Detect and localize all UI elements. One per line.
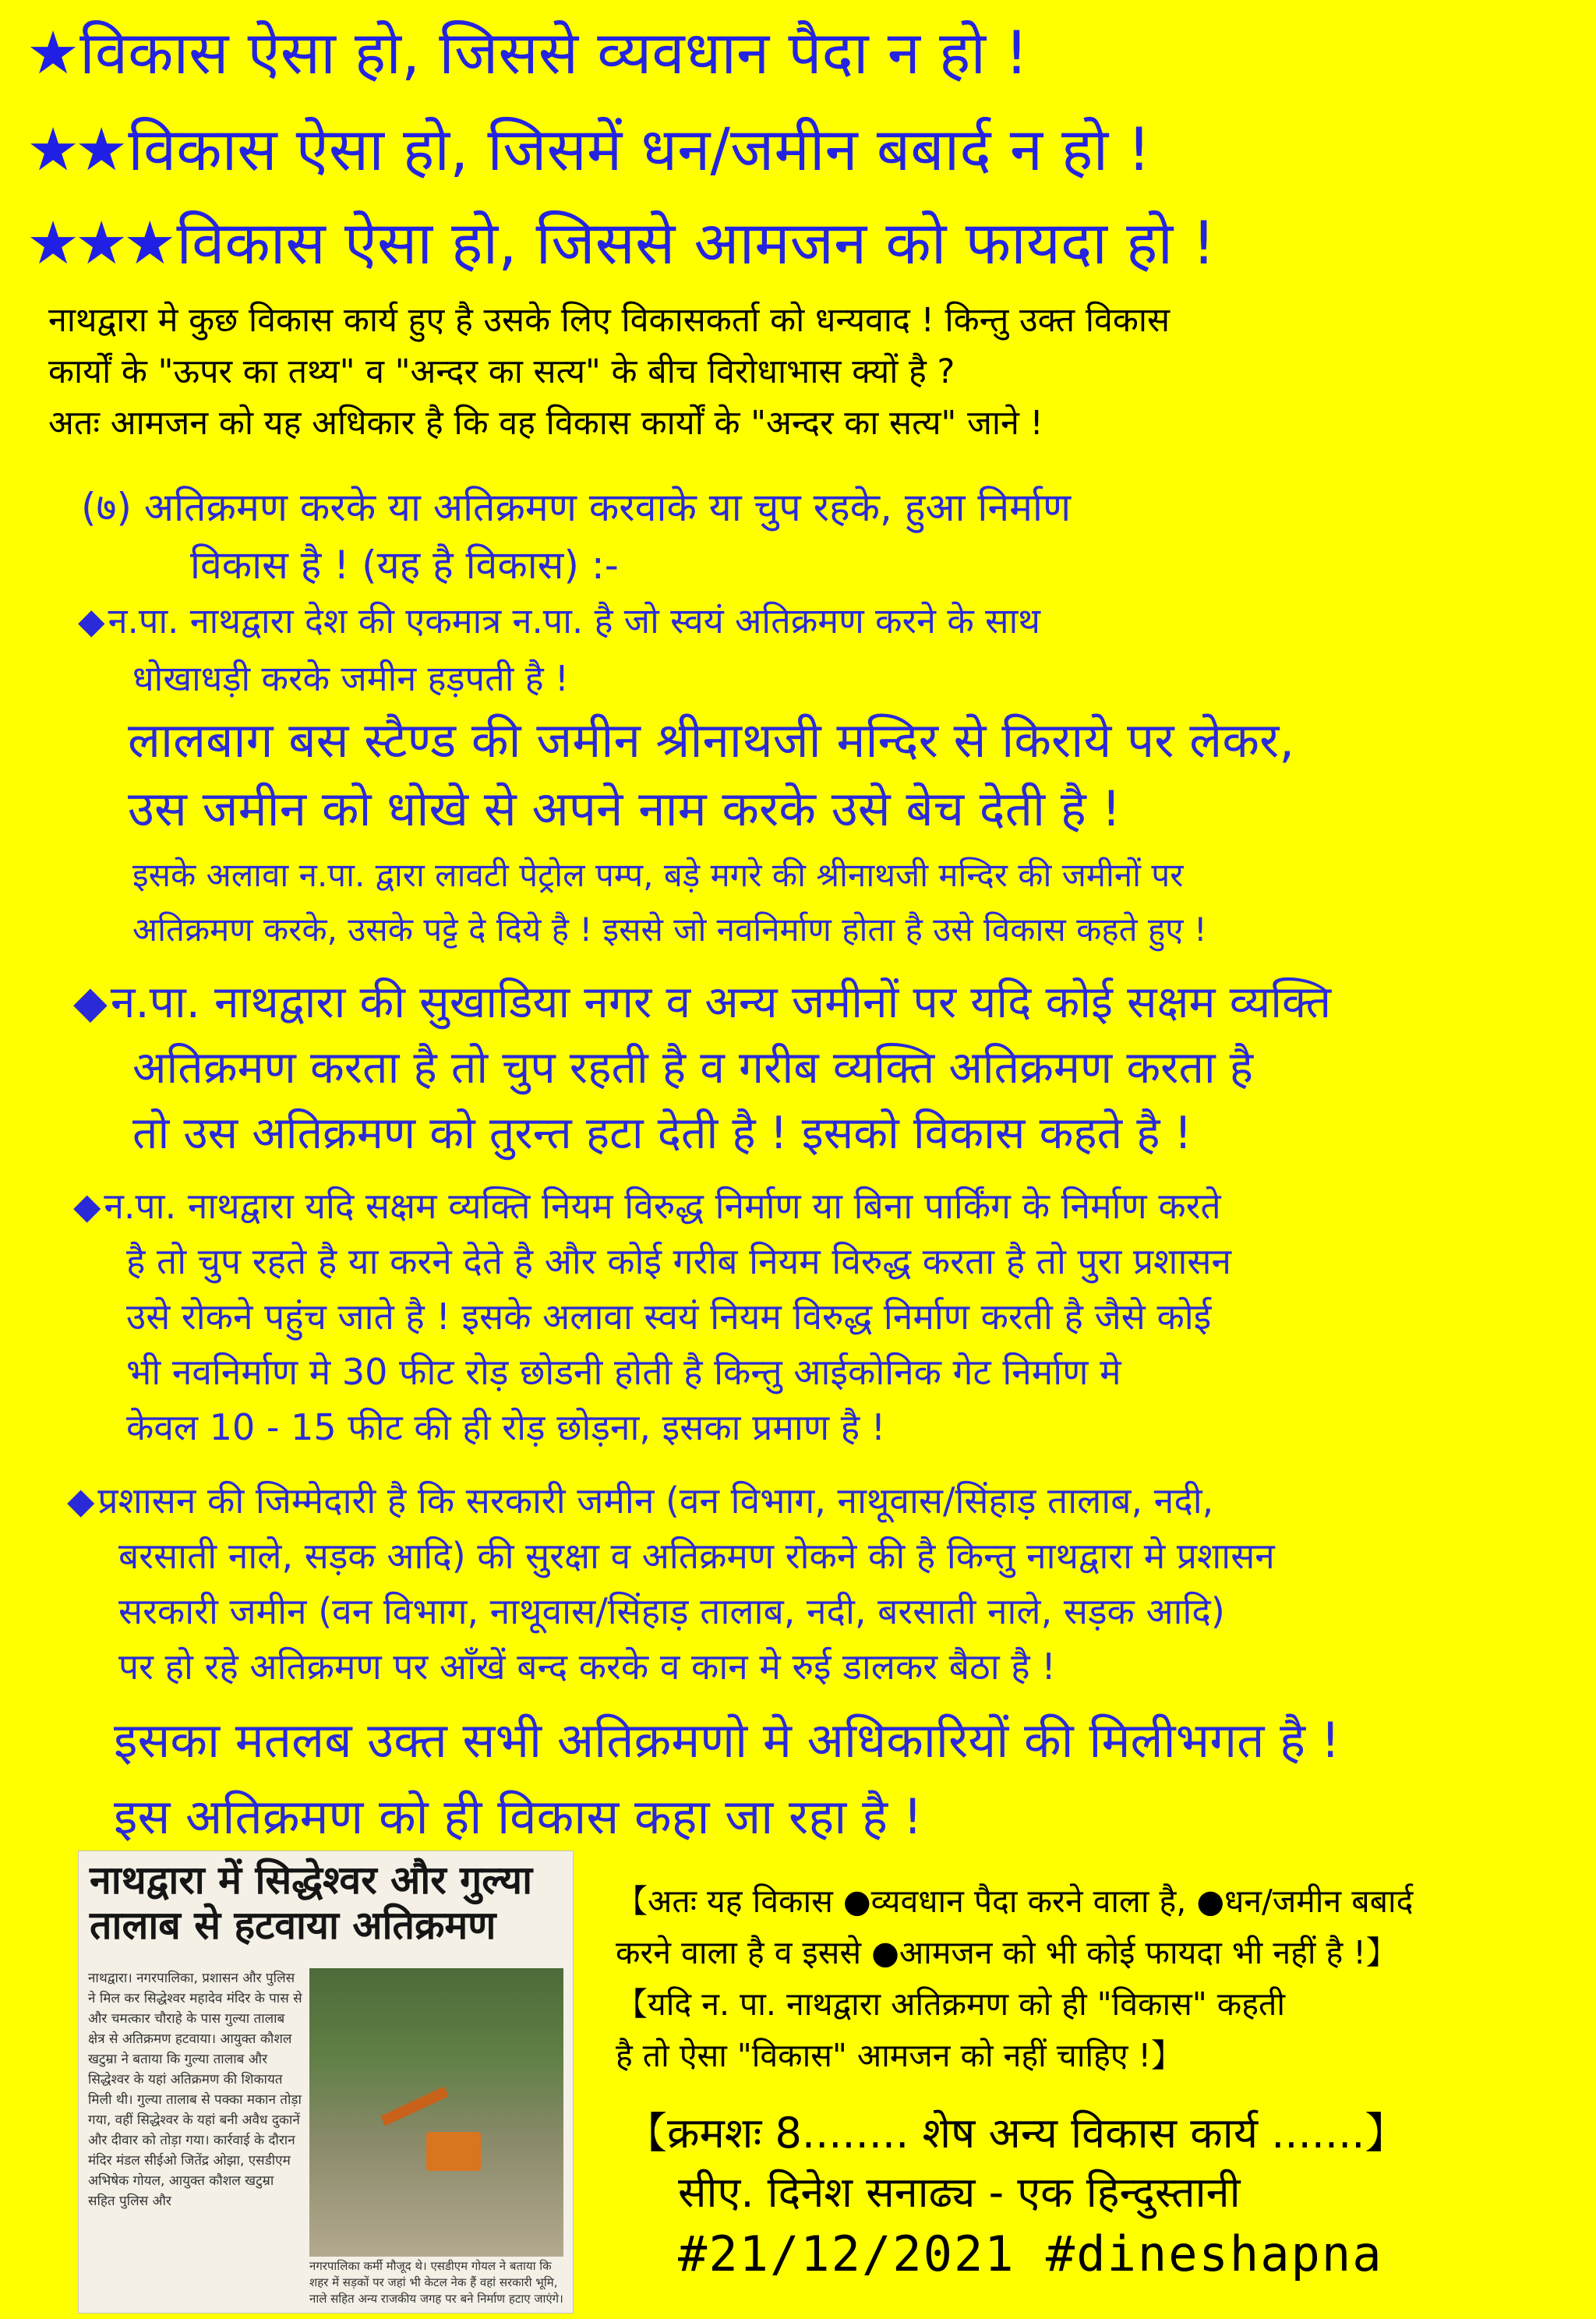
clipping-body: नाथद्वारा। नगरपालिका, प्रशासन और पुलिस ने मिल कर सिद्धेश्वर महादेव मंदिर के पास से और चमत्कार चौराहे के पास गुल्या तालाब क्षेत्र से अतिक्रमण हटवाया। आयुक्त कौशल खटुम्रा ने बताया कि गुल्या तालाब और सिद्धेश्वर के यहां अतिक्रमण की शिकायत मिली थी। गुल्या तालाब से पक्का मकान तोड़ा गया, वहीं सिद्धेश्वर के यहां बनी अवैध दुकानें और दीवार को तोड़ा गया। कार्रवाई के दौरान मंदिर मंडल सीईओ जितेंद्र ओझा, एसडीएम अभिषेक गोयल, आयुक्त कौशल खटुम्रा सहित पुलिस और bbox=[88, 1971, 302, 2209]
intro-paragraph: नाथद्वारा मे कुछ विकास कार्य हुए है उसके लिए विकासकर्ता को धन्यवाद ! किन्तु उक्त विकास कार्यों के "ऊपर का तथ्य" व "अन्दर का सत्य" के बीच विरोधाभास क्यों है ? अतः आमजन को यह अधिकार है कि वह विकास कार्यों के "अन्दर का सत्य" जाने ! bbox=[48, 301, 1171, 443]
bullet-1-emphasis: लालबाग बस स्टैण्ड की जमीन श्रीनाथजी मन्दिर से किराये पर लेकर, उस जमीन को धोखे से अपने नाम करके उसे बेच देती है ! bbox=[128, 712, 1295, 837]
excavator-photo bbox=[309, 1968, 563, 2257]
star-icon: ★★ bbox=[26, 115, 124, 184]
bullet-3: ◆न.पा. नाथद्वारा यदि सक्षम व्यक्ति नियम विरुद्ध निर्माण या बिना पार्किंग के निर्माण करते है तो चुप रहते है या करने देते है और कोई गरीब नियम विरुद्ध करता है तो पुरा प्रशासन उसे रोकने पहुंच जाते है ! इसके अलावा स्वयं नियम विरुद्ध निर्माण करती है जैसे कोई भी नवनिर्माण मे 30 फीट रोड़ छोडनी होती है किन्तु आईकोनिक गेट निर्माण मे केवल 10 - 15 फीट की ही रोड़ छोड़ना, इसका प्रमाण है ! bbox=[73, 1185, 1231, 1448]
diamond-bullet-icon: ◆ bbox=[78, 600, 105, 642]
bullet-1: ◆न.पा. नाथद्वारा देश की एकमात्र न.पा. है जो स्वयं अतिक्रमण करने के साथ धोखाधड़ी करके जमीन हड़पती है ! bbox=[78, 600, 1040, 699]
headline-3: ★★★विकास ऐसा हो, जिससे आमजन को फायदा हो ! bbox=[26, 208, 1216, 278]
conclusion: इसका मतलब उक्त सभी अतिक्रमणो मे अधिकारियों की मिलीभगत है ! इस अतिक्रमण को ही विकास कहा जा रहा है ! bbox=[114, 1712, 1340, 1845]
summary-note: 【अतः यह विकास ●व्यवधान पैदा करने वाला है, ●धन/जमीन बबार्द करने वाला है व इससे ●आमजन को भी कोई फायदा भी नहीं है !】 【यदि न. पा. नाथद्वारा अतिक्रमण को ही "विकास" कहती है तो ऐसा "विकास" आमजन को नहीं चाहिए !】 bbox=[616, 1882, 1414, 2074]
bullet-4: ◆प्रशासन की जिम्मेदारी है कि सरकारी जमीन (वन विभाग, नाथूवास/सिंहाड़ तालाब, नदी, बरसाती नाले, सड़क आदि) की सुरक्षा व अतिक्रमण रोकने की है किन्तु नाथद्वारा मे प्रशासन सरकारी जमीन (वन विभाग, नाथूवास/सिंहाड़ तालाब, नदी, बरसाती नाले, सड़क आदि) पर हो रहे अतिक्रमण पर आँखें बन्द करके व कान मे रुई डालकर बैठा है ! bbox=[67, 1479, 1275, 1688]
diamond-bullet-icon: ◆ bbox=[73, 977, 108, 1028]
star-icon: ★★★ bbox=[26, 208, 172, 278]
bullet-1-detail: इसके अलावा न.पा. द्वारा लावटी पेट्रोल पम्प, बड़े मगरे की श्रीनाथजी मन्दिर की जमीनों पर अतिक्रमण करके, उसके पट्टे दे दिये है ! इससे जो नवनिर्माण होता है उसे विकास कहते हुए ! bbox=[132, 856, 1207, 949]
clipping-headline: नाथद्वारा में सिद्धेश्वर और गुल्या तालाब से हटवाया अतिक्रमण bbox=[90, 1858, 533, 1948]
diamond-bullet-icon: ◆ bbox=[67, 1479, 95, 1522]
diamond-bullet-icon: ◆ bbox=[73, 1185, 101, 1227]
newspaper-clipping bbox=[78, 1851, 574, 2314]
star-icon: ★ bbox=[26, 18, 76, 87]
excavator-icon bbox=[426, 2132, 481, 2171]
continuation-line: 【क्रमशः 8........ शेष अन्य विकास कार्य .......】 bbox=[625, 2109, 1407, 2158]
headline-1: ★विकास ऐसा हो, जिससे व्यवधान पैदा न हो ! bbox=[26, 18, 1029, 87]
date-hashtag: #21/12/2021 #dineshapna bbox=[678, 2225, 1383, 2282]
headline-2: ★★विकास ऐसा हो, जिसमें धन/जमीन बबार्द न हो ! bbox=[26, 115, 1151, 184]
clipping-caption: नगरपालिका कर्मी मौजूद थे। एसडीएम गोयल ने बताया कि शहर में सड़कों पर जहां भी केटल नेक हैं वहां सरकारी भूमि, नाले सहित अन्य राजकीय जगह पर बने निर्माण हटाए जाएंगे। bbox=[309, 2259, 563, 2306]
author-signature: सीए. दिनेश सनाढ्य - एक हिन्दुस्तानी bbox=[678, 2168, 1241, 2217]
excavator-arm bbox=[380, 2087, 448, 2126]
bullet-2: ◆न.पा. नाथद्वारा की सुखाडिया नगर व अन्य जमीनों पर यदि कोई सक्षम व्यक्ति अतिक्रमण करता है तो चुप रहती है व गरीब व्यक्ति अतिक्रमण करता है तो उस अतिक्रमण को तुरन्त हटा देती है ! इसको विकास कहते है ! bbox=[73, 977, 1332, 1159]
section-7-heading: (७) अतिक्रमण करके या अतिक्रमण करवाके या चुप रहके, हुआ निर्माण विकास है ! (यह है विकास) :- bbox=[81, 485, 1072, 588]
